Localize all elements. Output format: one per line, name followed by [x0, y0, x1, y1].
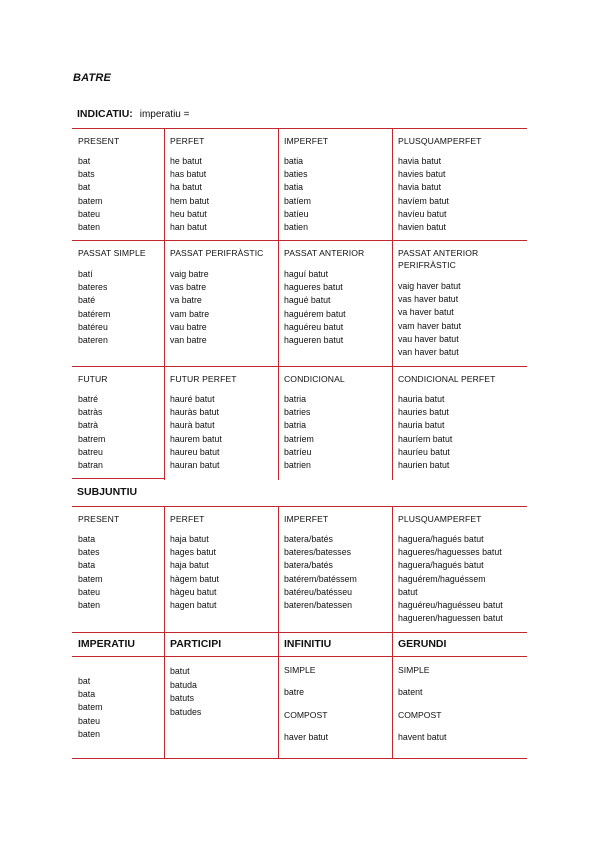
form: baten — [78, 222, 101, 233]
form: batríem — [284, 433, 314, 444]
form: hàgem batut — [170, 573, 219, 584]
vrule-bottom-2 — [278, 632, 279, 758]
form: has batut — [170, 169, 207, 180]
form: batré — [78, 394, 99, 404]
form: haurem batut — [170, 433, 222, 444]
rule-subjuntiu-top — [72, 506, 527, 507]
forms-perfet — [170, 155, 209, 234]
form: va haver batut — [398, 307, 454, 318]
header-imperfet: IMPERFET — [284, 136, 329, 146]
form: baties — [284, 169, 308, 180]
form: batrà — [78, 420, 99, 431]
gerundi-simple: batent — [398, 687, 423, 697]
forms-passat-simple — [78, 268, 110, 347]
infinitiu-simple: batre — [284, 687, 305, 697]
forms-subj-imperfet — [284, 533, 357, 612]
form: bateu — [78, 208, 101, 219]
form: haja batut — [170, 560, 209, 571]
form: baten — [78, 600, 101, 611]
vrule-indicatiu-3 — [392, 128, 393, 480]
header-participi: PARTICIPI — [170, 638, 222, 650]
form: vaig haver batut — [398, 281, 461, 291]
form: baten — [78, 728, 101, 739]
form: vau batre — [170, 321, 207, 332]
header-passat-perifrastic: PASSAT PERIFRÀSTIC — [170, 248, 264, 258]
infinitiu-simple-label: SIMPLE — [284, 665, 316, 675]
header-passat-simple: PASSAT SIMPLE — [78, 248, 146, 258]
forms-plusquamperfet — [398, 155, 449, 234]
header-subj-plusquamperfet: PLUSQUAMPERFET — [398, 514, 482, 524]
forms-passat-anterior — [284, 268, 346, 347]
rule-indicatiu-row2 — [72, 240, 527, 241]
rule-bottom-header — [72, 656, 527, 657]
form: haurà batut — [170, 420, 215, 431]
form: hauria batut — [398, 394, 445, 404]
rule-indicatiu-top — [72, 128, 527, 129]
form: batem — [78, 573, 103, 584]
forms-passat-perifrastic — [170, 268, 209, 347]
infinitiu-compost: haver batut — [284, 732, 329, 742]
form: batéreu — [78, 321, 108, 332]
header-infinitiu: INFINITIU — [284, 638, 332, 650]
form: vam haver batut — [398, 320, 462, 331]
form: bateren — [78, 335, 108, 346]
form: batíem — [284, 195, 311, 206]
form: vam batre — [170, 308, 210, 319]
form: he batut — [170, 156, 202, 166]
rule-indicatiu-row3 — [72, 366, 527, 367]
form: hauran batut — [170, 460, 220, 471]
form: bateu — [78, 715, 101, 726]
form: batria — [284, 420, 307, 431]
header-plusquamperfet: PLUSQUAMPERFET — [398, 136, 482, 146]
gerundi-compost: havent batut — [398, 732, 447, 742]
form: va batre — [170, 295, 202, 306]
form: vaig batre — [170, 269, 209, 279]
form: hauria batut — [398, 420, 445, 431]
form: hagen batut — [170, 600, 217, 611]
form: bateres — [78, 282, 108, 293]
form: batran — [78, 460, 103, 471]
form: hagueres batut — [284, 282, 343, 293]
header-condicional-perfet: CONDICIONAL PERFET — [398, 374, 496, 384]
form: bat — [78, 182, 91, 193]
vrule-subjuntiu-3 — [392, 506, 393, 632]
form: van batre — [170, 335, 207, 346]
form: havíem batut — [398, 195, 449, 206]
form: batuts — [170, 693, 194, 703]
header-imperatiu: IMPERATIU — [78, 638, 135, 650]
rule-bottom-top — [72, 632, 527, 633]
forms-futur — [78, 393, 105, 472]
form: batem — [78, 702, 103, 713]
form: haguérem batut — [284, 308, 346, 319]
forms-participi — [170, 665, 201, 719]
form: bateren/batessen — [284, 600, 352, 611]
form: bat — [78, 676, 91, 686]
forms-passat-anterior-perifrastic — [398, 280, 461, 359]
form: haguí batut — [284, 269, 329, 279]
verb-title: BATRE — [73, 72, 112, 84]
header-subj-perfet: PERFET — [170, 514, 205, 524]
form: batrien — [284, 460, 311, 471]
form: batérem — [78, 308, 111, 319]
form: hages batut — [170, 547, 216, 558]
gerundi-compost-label: COMPOST — [398, 710, 442, 720]
vrule-bottom-1 — [164, 632, 165, 758]
form: havien batut — [398, 222, 446, 233]
form: haguera/hagués batut — [398, 560, 484, 571]
form: batries — [284, 407, 311, 418]
header-passat-anterior: PASSAT ANTERIOR — [284, 248, 365, 258]
form: haguera/hagués batut — [398, 534, 484, 544]
vrule-subjuntiu-1 — [164, 506, 165, 632]
form: bateres/batesses — [284, 547, 351, 558]
header-futur: FUTUR — [78, 374, 108, 384]
indicatiu-label: INDICATIU: — [77, 108, 133, 120]
rule-futur-end — [72, 478, 164, 479]
header-gerundi: GERUNDI — [398, 638, 447, 650]
form: hauràs batut — [170, 407, 219, 418]
form: batera/batés — [284, 560, 333, 571]
form: bata — [78, 560, 96, 571]
forms-condicional-perfet — [398, 393, 452, 472]
imperatiu-note: imperatiu = — [139, 109, 190, 120]
form: batrem — [78, 433, 106, 444]
form: bateu — [78, 586, 101, 597]
form: batérem/batéssem — [284, 573, 357, 584]
form: hagueren batut — [284, 335, 344, 346]
form: han batut — [170, 222, 207, 233]
form: ha batut — [170, 182, 202, 193]
form: havia batut — [398, 182, 442, 193]
forms-present — [78, 155, 102, 234]
form: havíeu batut — [398, 208, 447, 219]
vrule-indicatiu-1 — [164, 128, 165, 480]
form: batera/batés — [284, 534, 333, 544]
form: batuda — [170, 679, 197, 690]
vrule-bottom-3 — [392, 632, 393, 758]
form: batí — [78, 269, 93, 279]
form: vas haver batut — [398, 294, 459, 305]
form: heu batut — [170, 208, 207, 219]
form: vau haver batut — [398, 333, 459, 344]
form: hàgeu batut — [170, 586, 217, 597]
header-condicional: CONDICIONAL — [284, 374, 345, 384]
form: hagueren/haguessen batut — [398, 613, 503, 624]
form: bat — [78, 156, 91, 166]
form: batràs — [78, 407, 103, 418]
header-futur-perfet: FUTUR PERFET — [170, 374, 237, 384]
form: batreu — [78, 446, 103, 457]
indicatiu-heading — [77, 108, 189, 120]
header-present: PRESENT — [78, 136, 120, 146]
form: havia batut — [398, 156, 442, 166]
form: haureu batut — [170, 446, 220, 457]
vrule-indicatiu-2 — [278, 128, 279, 480]
form: haurien batut — [398, 460, 450, 471]
form: haguéreu/haguésseu batut — [398, 600, 503, 611]
subjuntiu-heading: SUBJUNTIU — [77, 486, 138, 498]
form: batria — [284, 394, 307, 404]
form: hem batut — [170, 195, 210, 206]
form: havies batut — [398, 169, 446, 180]
form: bats — [78, 169, 95, 180]
header-subj-present: PRESENT — [78, 514, 120, 524]
form: haguéreu batut — [284, 321, 344, 332]
forms-subj-present — [78, 533, 102, 612]
form: batem — [78, 195, 103, 206]
form: hauríeu batut — [398, 446, 450, 457]
form: hauré batut — [170, 394, 215, 404]
form: bates — [78, 547, 100, 558]
form: batia — [284, 156, 304, 166]
forms-condicional — [284, 393, 314, 472]
form: batíeu — [284, 208, 309, 219]
form: batia — [284, 182, 304, 193]
form: batudes — [170, 706, 202, 717]
form: van haver batut — [398, 347, 459, 358]
gerundi-simple-label: SIMPLE — [398, 665, 430, 675]
form: batut — [170, 666, 190, 676]
form: vas batre — [170, 282, 207, 293]
infinitiu-compost-label: COMPOST — [284, 710, 328, 720]
forms-subj-plusquamperfet — [398, 533, 503, 625]
form: batut — [398, 586, 418, 597]
form: hagueres/haguesses batut — [398, 547, 502, 558]
form: baté — [78, 295, 96, 306]
form: hauríem batut — [398, 433, 453, 444]
form: batríeu — [284, 446, 312, 457]
rule-bottom-end — [72, 758, 527, 759]
form: hauries batut — [398, 407, 449, 418]
form: batéreu/batésseu — [284, 586, 352, 597]
form: batien — [284, 222, 308, 233]
header-passat-anterior-perifrastic: PASSAT ANTERIOR PERIFRÀSTIC — [398, 248, 479, 270]
header-subj-imperfet: IMPERFET — [284, 514, 329, 524]
form: bata — [78, 534, 96, 544]
vrule-subjuntiu-2 — [278, 506, 279, 632]
forms-imperfet — [284, 155, 311, 234]
header-perfet: PERFET — [170, 136, 205, 146]
forms-imperatiu — [78, 675, 102, 741]
forms-futur-perfet — [170, 393, 222, 472]
form: hagué batut — [284, 295, 331, 306]
form: haguérem/haguéssem — [398, 573, 486, 584]
form: haja batut — [170, 534, 209, 544]
form: bata — [78, 689, 96, 700]
forms-subj-perfet — [170, 533, 219, 612]
